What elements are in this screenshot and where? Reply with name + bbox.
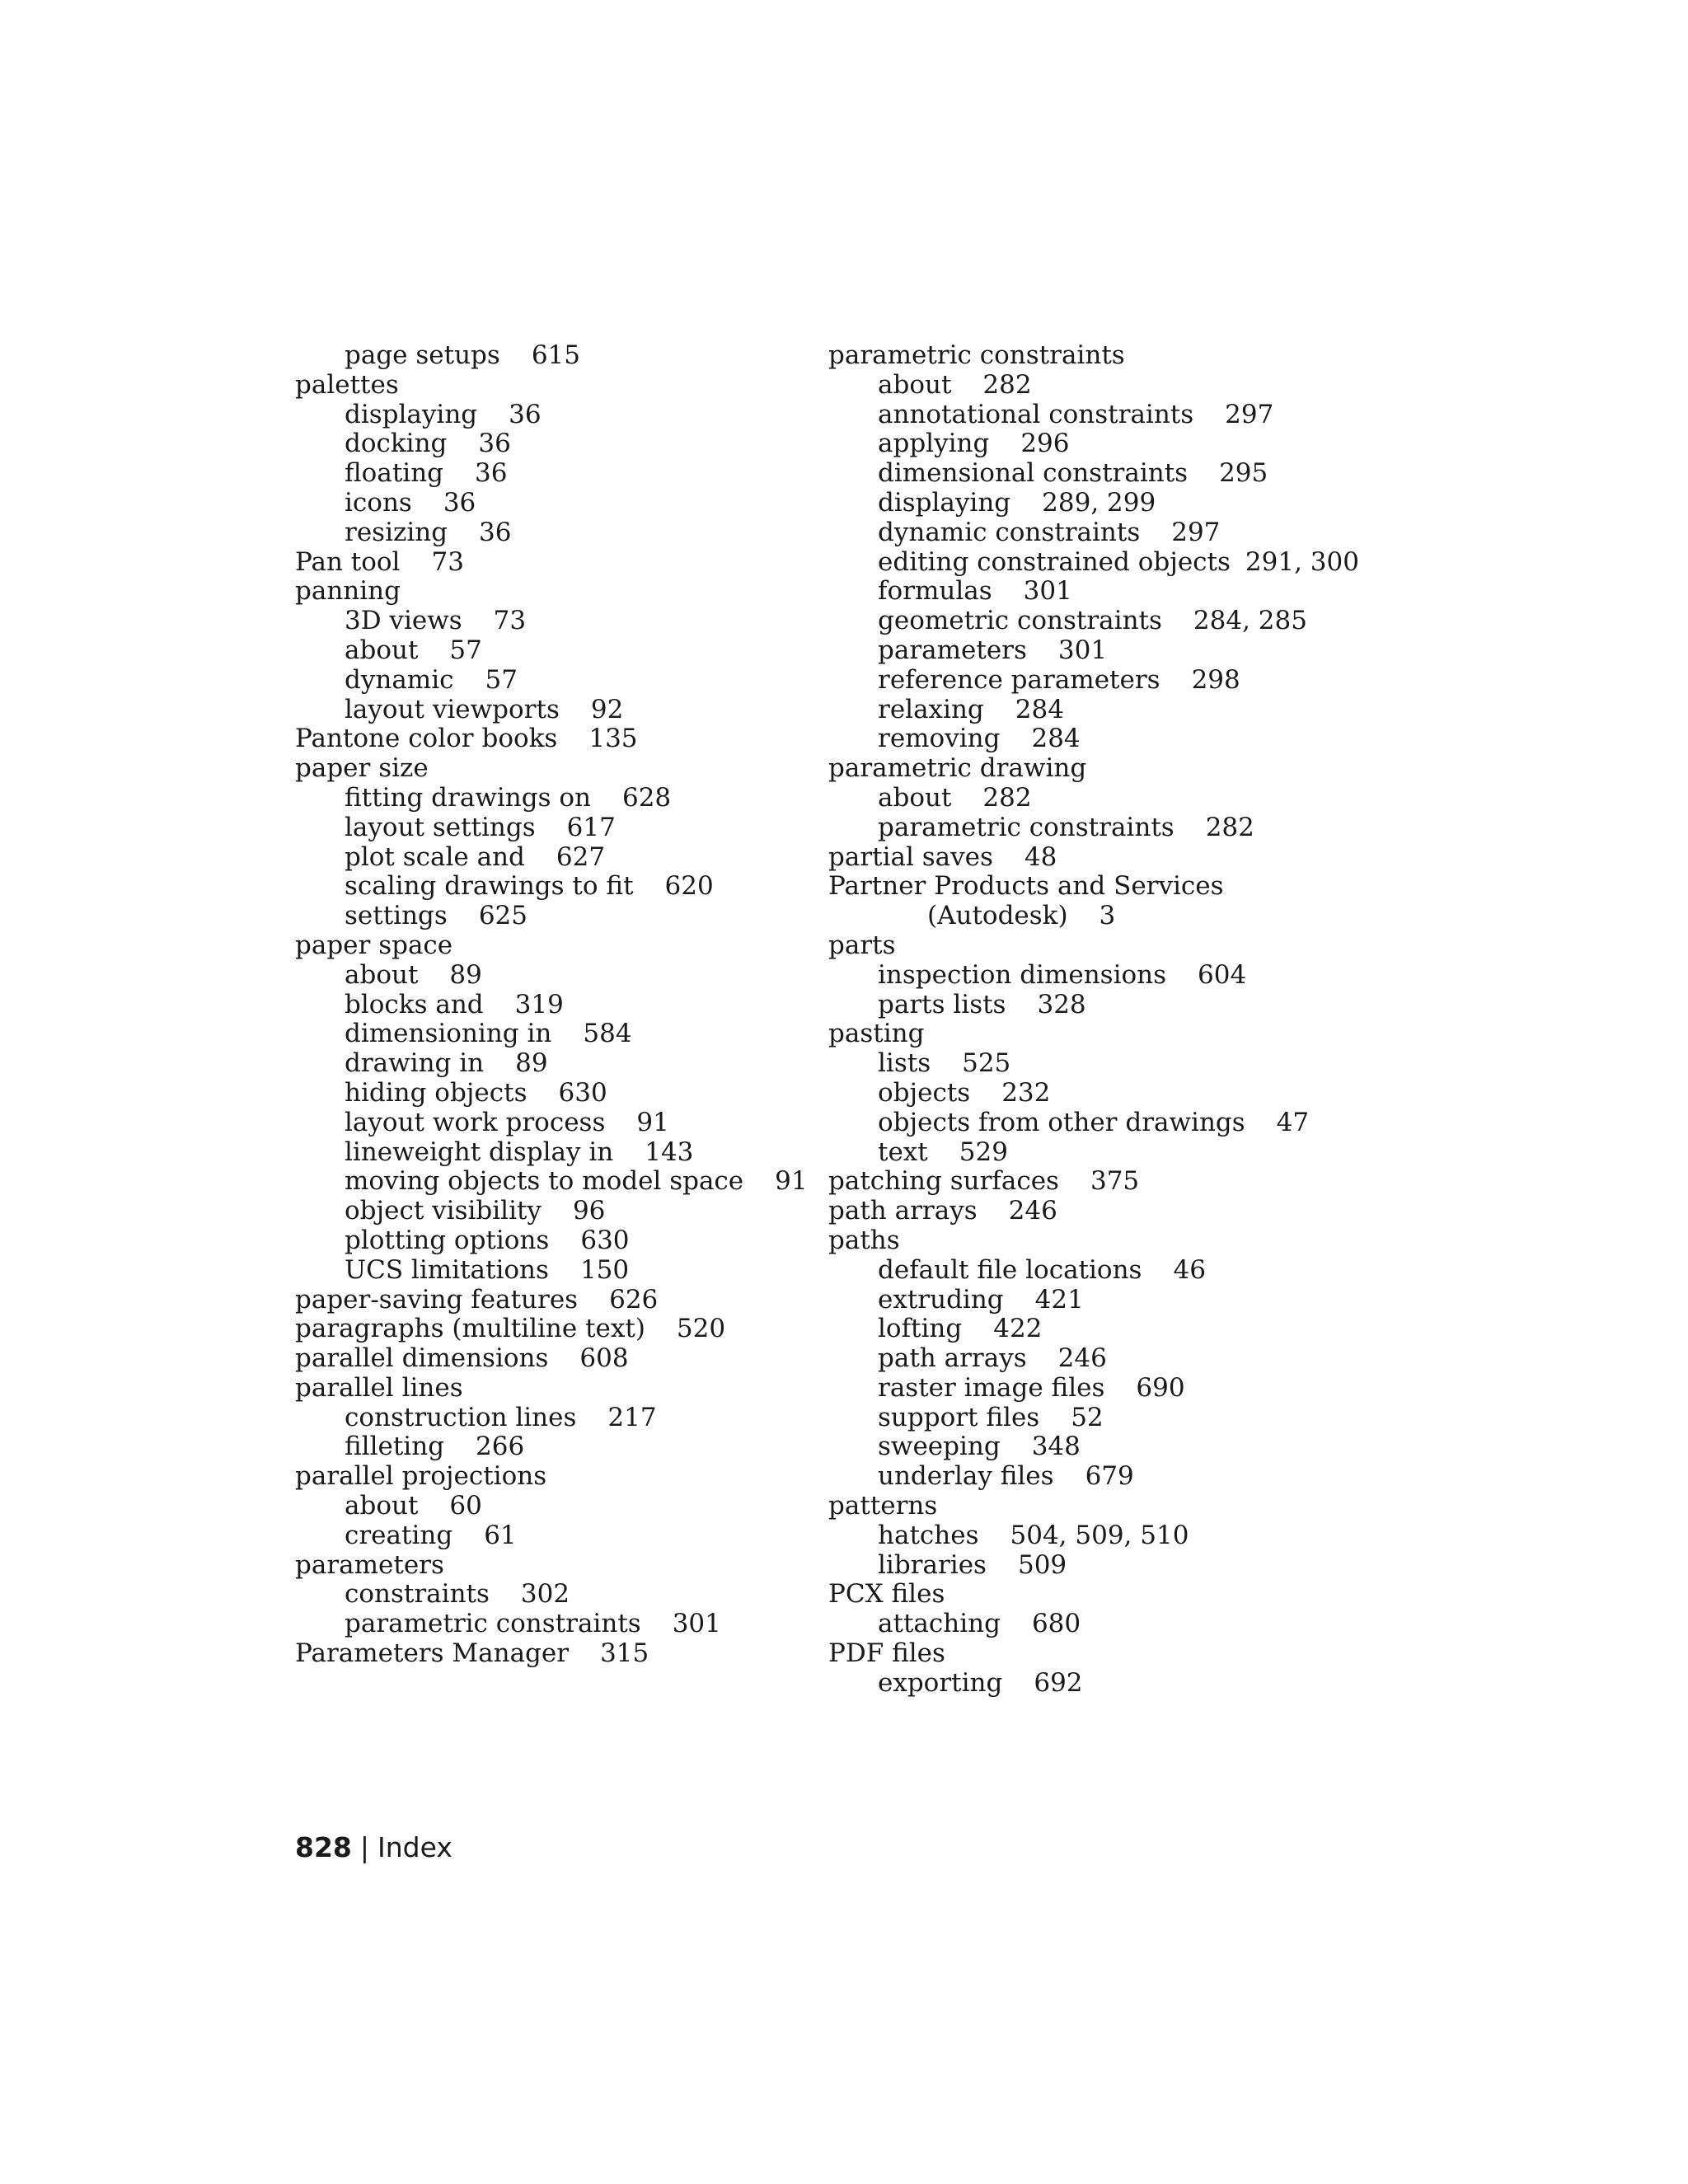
entry-page-refs: 297 (1225, 399, 1274, 429)
entry-term: layout settings (345, 812, 536, 842)
entry-page-refs: 60 (449, 1491, 482, 1521)
entry-term: removing (878, 724, 1001, 754)
index-subentry (295, 784, 823, 813)
entry-term: paths (828, 1225, 900, 1255)
entry-term: editing constrained objects (878, 546, 1231, 577)
index-subentry (828, 1256, 1356, 1286)
entry-page-refs: 297 (1171, 517, 1221, 547)
entry-term: parameters (295, 1549, 444, 1580)
index-subentry (828, 429, 1356, 459)
entry-term: Pan tool (295, 546, 401, 577)
index-subentry (295, 429, 823, 459)
entry-page-refs: 36 (475, 458, 508, 489)
index-main-entry (828, 341, 1356, 371)
index-subentry (828, 371, 1356, 401)
entry-term: pasting (828, 1019, 925, 1049)
entry-page-refs: 620 (664, 871, 714, 902)
entry-page-refs: 692 (1034, 1667, 1083, 1698)
index-subentry (828, 1669, 1356, 1699)
index-subentry (828, 1374, 1356, 1404)
index-main-entry (295, 1639, 823, 1669)
entry-page-refs: 89 (515, 1048, 548, 1079)
entry-term: support files (878, 1402, 1040, 1432)
entry-term: settings (345, 901, 448, 931)
entry-page-refs: 328 (1037, 989, 1086, 1019)
entry-page-refs: 246 (1057, 1343, 1107, 1374)
entry-page-refs: 504, 509, 510 (1010, 1520, 1189, 1550)
entry-term: reference parameters (878, 664, 1160, 695)
index-main-entry (828, 931, 1356, 961)
entry-page-refs: 282 (982, 782, 1032, 813)
entry-page-refs: 91 (775, 1166, 808, 1197)
footer-separator: | (359, 1831, 370, 1863)
entry-term: PCX files (828, 1579, 945, 1610)
index-subentry (828, 577, 1356, 607)
entry-term: about (878, 782, 952, 813)
entry-page-refs: 615 (531, 340, 580, 370)
entry-term: parametric constraints (878, 812, 1175, 842)
index-subentry (828, 1551, 1356, 1581)
entry-term: displaying (878, 487, 1011, 518)
index-main-entry (828, 1167, 1356, 1197)
index-main-entry (295, 371, 823, 401)
index-subentry (828, 813, 1356, 843)
entry-page-refs: 529 (959, 1137, 1008, 1167)
index-subentry (295, 341, 823, 371)
entry-term: attaching (878, 1609, 1001, 1639)
index-subentry (295, 843, 823, 873)
entry-page-refs: 295 (1219, 458, 1268, 489)
entry-term: filleting (345, 1432, 445, 1462)
index-subentry (295, 1197, 823, 1226)
index-subentry (295, 1580, 823, 1610)
index-subentry (828, 459, 1356, 489)
index-subentry (828, 546, 1359, 578)
index-subentry (828, 724, 1356, 754)
section-name: Index (377, 1831, 452, 1863)
entry-term: applying (878, 429, 990, 459)
index-subentry (828, 1521, 1356, 1551)
entry-term: libraries (878, 1549, 987, 1580)
entry-page-refs: 284 (1015, 694, 1064, 724)
entry-page-refs: 266 (476, 1432, 525, 1462)
index-subentry (295, 401, 823, 430)
entry-term: objects (878, 1077, 971, 1108)
index-subentry (295, 1492, 823, 1521)
entry-term: path arrays (828, 1196, 978, 1226)
entry-page-refs: 298 (1191, 664, 1240, 695)
entry-term: patterns (828, 1491, 938, 1521)
entry-term: hiding objects (345, 1077, 528, 1108)
entry-term: resizing (345, 517, 448, 547)
entry-term: formulas (878, 576, 992, 607)
entry-term: default file locations (878, 1254, 1142, 1285)
entry-page-refs: 625 (478, 901, 528, 931)
entry-term: lofting (878, 1314, 963, 1344)
entry-term: 3D views (345, 606, 462, 636)
index-subentry (295, 489, 823, 518)
entry-page-refs: 284, 285 (1193, 606, 1307, 636)
index-subentry (828, 1049, 1356, 1079)
index-subentry (828, 1610, 1356, 1639)
entry-term: parametric constraints (345, 1609, 641, 1639)
entry-term: about (345, 1491, 419, 1521)
entry-page-refs: 291, 300 (1245, 546, 1359, 577)
entry-page-refs: 47 (1276, 1107, 1310, 1137)
entry-term: path arrays (878, 1343, 1027, 1374)
index-subentry (828, 1079, 1356, 1108)
entry-term: relaxing (878, 694, 984, 724)
index-main-entry (828, 1492, 1356, 1521)
entry-page-refs: 509 (1017, 1549, 1067, 1580)
entry-term: parametric constraints (828, 340, 1125, 370)
entry-term: docking (345, 429, 448, 459)
entry-term: panning (295, 576, 401, 607)
page-footer (295, 1831, 452, 1864)
index-main-entry (295, 1344, 823, 1374)
entry-term: sweeping (878, 1432, 1001, 1462)
index-column-left (295, 341, 823, 1669)
index-column-right (828, 340, 1359, 1699)
index-main-entry (295, 577, 823, 607)
entry-page-refs: 301 (1023, 576, 1072, 607)
entry-page-refs: 315 (600, 1638, 649, 1669)
index-main-entry (295, 1315, 823, 1344)
index-main-entry (295, 724, 823, 754)
entry-term: creating (345, 1520, 453, 1550)
index-subentry (828, 636, 1356, 666)
entry-page-refs: 348 (1031, 1432, 1081, 1462)
entry-page-refs: 604 (1198, 959, 1247, 990)
entry-term: annotational constraints (878, 399, 1194, 429)
entry-page-refs: 48 (1024, 841, 1057, 872)
entry-page-refs: 217 (607, 1402, 657, 1432)
entry-term: object visibility (345, 1196, 542, 1226)
index-subentry (828, 607, 1356, 636)
entry-term: exporting (878, 1667, 1003, 1698)
entry-term: plotting options (345, 1225, 550, 1255)
entry-term: parts lists (878, 989, 1006, 1019)
index-main-entry (295, 1462, 823, 1492)
entry-page-refs: 52 (1071, 1402, 1104, 1432)
entry-term: floating (345, 458, 444, 489)
entry-page-refs: 36 (479, 517, 512, 547)
index-subentry (828, 518, 1356, 548)
entry-page-refs: 690 (1136, 1372, 1185, 1403)
entry-page-refs: 150 (579, 1254, 630, 1285)
index-main-entry (828, 843, 1356, 873)
entry-page-refs: 302 (520, 1579, 570, 1610)
entry-page-refs: 422 (993, 1314, 1043, 1344)
entry-term: page setups (345, 340, 500, 370)
index-subentry (295, 902, 823, 931)
index-subentry (295, 1432, 823, 1462)
entry-term: parallel dimensions (295, 1343, 549, 1374)
index-subentry (295, 696, 823, 725)
entry-term: scaling drawings to fit (345, 871, 634, 902)
entry-page-refs: 91 (636, 1107, 669, 1137)
entry-page-refs: 96 (572, 1196, 606, 1226)
index-subentry (828, 1462, 1356, 1492)
entry-page-refs: 46 (1173, 1254, 1206, 1285)
entry-page-refs: 289, 299 (1042, 487, 1156, 518)
index-subentry (295, 607, 823, 636)
index-subentry (295, 1019, 823, 1049)
entry-page-refs: 319 (514, 989, 564, 1019)
index-subentry (295, 666, 823, 696)
entry-page-refs: 246 (1008, 1196, 1057, 1226)
entry-page-refs: 284 (1031, 724, 1081, 754)
entry-term: dynamic constraints (878, 517, 1141, 547)
index-subentry (295, 1226, 823, 1256)
index-main-entry (295, 931, 823, 961)
entry-page-refs: 520 (676, 1314, 726, 1344)
index-main-entry (295, 548, 823, 578)
index-subentry (828, 1344, 1356, 1374)
index-subentry (295, 1108, 823, 1138)
entry-term: extruding (878, 1284, 1004, 1315)
entry-page-refs: 627 (556, 841, 606, 872)
entry-page-refs: 680 (1031, 1609, 1081, 1639)
index-main-entry (828, 1197, 1356, 1226)
entry-page-refs: 626 (609, 1284, 659, 1315)
index-main-entry (828, 1580, 1356, 1610)
entry-page-refs: 301 (1057, 635, 1108, 665)
index-main-entry (828, 754, 1356, 784)
index-main-entry (295, 754, 823, 784)
entry-term: parallel lines (295, 1372, 463, 1403)
entry-page-refs: 92 (590, 694, 624, 724)
index-subentry (295, 1404, 823, 1433)
index-main-entry (828, 1226, 1356, 1256)
entry-page-refs: 584 (583, 1019, 632, 1049)
entry-page-refs: 282 (1205, 812, 1254, 842)
index-main-entry (828, 1639, 1356, 1669)
entry-term: paper space (295, 930, 453, 960)
entry-page-refs: 630 (558, 1077, 607, 1108)
entry-term: partial saves (828, 841, 993, 872)
index-subentry (295, 1167, 823, 1197)
entry-term: lineweight display in (345, 1137, 614, 1167)
entry-page-refs: 57 (449, 635, 482, 665)
entry-term: parametric drawing (828, 753, 1087, 784)
index-subentry (295, 1079, 823, 1108)
entry-page-refs: 608 (579, 1343, 629, 1374)
entry-page-refs: 89 (449, 959, 482, 990)
entry-term: paper size (295, 753, 429, 784)
entry-page-refs: 36 (509, 399, 542, 429)
entry-term: objects from other drawings (878, 1107, 1245, 1137)
entry-term: dynamic (345, 664, 454, 695)
entry-term: text (878, 1137, 928, 1167)
index-subentry (828, 489, 1356, 518)
entry-page-refs: 628 (621, 782, 672, 813)
index-subentry (828, 1286, 1356, 1315)
entry-page-refs: 296 (1020, 429, 1070, 459)
entry-term: (Autodesk) (927, 901, 1068, 931)
entry-term: blocks and (345, 989, 484, 1019)
entry-term: patching surfaces (828, 1166, 1059, 1197)
page-number: 828 (295, 1831, 352, 1863)
index-main-entry (295, 1286, 823, 1315)
entry-term: raster image files (878, 1372, 1105, 1403)
index-subentry (828, 1315, 1356, 1344)
index-subentry (828, 1138, 1356, 1168)
entry-term: construction lines (345, 1402, 577, 1432)
index-subentry (295, 636, 823, 666)
entry-term: Pantone color books (295, 724, 558, 754)
entry-page-refs: 73 (493, 606, 527, 636)
entry-page-refs: 525 (962, 1048, 1011, 1079)
index-main-entry (828, 1019, 1356, 1049)
index-subentry (828, 696, 1356, 725)
entry-term: about (345, 635, 419, 665)
entry-term: displaying (345, 399, 478, 429)
entry-term: dimensioning in (345, 1019, 552, 1049)
entry-term: fitting drawings on (345, 782, 591, 813)
index-subentry (828, 784, 1356, 813)
entry-term: paper-saving features (295, 1284, 579, 1315)
index-subentry (295, 1049, 823, 1079)
index-subentry (828, 961, 1356, 991)
entry-term: icons (345, 487, 412, 518)
entry-term: palettes (295, 369, 399, 400)
entry-term: parts (828, 930, 896, 960)
entry-page-refs: 617 (566, 812, 616, 842)
index-subentry (295, 872, 823, 902)
index-main-entry (828, 872, 1356, 902)
entry-term: plot scale and (345, 841, 525, 872)
index-subentry (295, 1610, 823, 1639)
entry-term: layout viewports (345, 694, 560, 724)
entry-term: about (878, 369, 952, 400)
entry-term: drawing in (345, 1048, 485, 1079)
entry-term: UCS limitations (345, 1254, 549, 1285)
index-subentry (828, 1432, 1356, 1462)
entry-term: Parameters Manager (295, 1638, 570, 1669)
index-subentry (295, 459, 823, 489)
index-subentry (295, 991, 823, 1020)
entry-term: inspection dimensions (878, 959, 1167, 990)
index-subentry (828, 991, 1356, 1020)
entry-page-refs: 421 (1034, 1284, 1084, 1315)
entry-page-refs: 36 (443, 487, 476, 518)
entry-term: constraints (345, 1579, 490, 1610)
index-subentry (828, 902, 1356, 931)
index-main-entry (295, 1374, 823, 1404)
index-subentry (295, 1256, 823, 1286)
index-subentry (828, 1404, 1356, 1433)
entry-page-refs: 3 (1099, 901, 1116, 931)
index-subentry (295, 1138, 823, 1168)
entry-page-refs: 57 (485, 664, 518, 695)
entry-page-refs: 232 (1001, 1077, 1051, 1108)
index-subentry (295, 1521, 823, 1551)
entry-term: lists (878, 1048, 931, 1079)
entry-term: PDF files (828, 1638, 945, 1669)
index-subentry (828, 401, 1356, 430)
entry-term: dimensional constraints (878, 458, 1189, 489)
entry-term: paragraphs (multiline text) (295, 1314, 645, 1344)
entry-term: parallel projections (295, 1461, 547, 1492)
entry-page-refs: 73 (431, 546, 464, 577)
entry-term: hatches (878, 1520, 979, 1550)
entry-term: Partner Products and Services (828, 871, 1224, 902)
entry-page-refs: 282 (982, 369, 1032, 400)
entry-page-refs: 630 (580, 1225, 630, 1255)
index-subentry (295, 813, 823, 843)
entry-page-refs: 36 (478, 429, 511, 459)
entry-page-refs: 61 (484, 1520, 517, 1550)
entry-page-refs: 679 (1085, 1461, 1134, 1492)
index-main-entry (295, 1551, 823, 1581)
entry-page-refs: 301 (672, 1609, 721, 1639)
entry-term: layout work process (345, 1107, 606, 1137)
index-subentry (828, 1108, 1356, 1138)
entry-term: parameters (878, 635, 1027, 665)
entry-page-refs: 375 (1090, 1166, 1140, 1197)
index-subentry (295, 961, 823, 991)
entry-page-refs: 135 (588, 724, 638, 754)
entry-term: underlay files (878, 1461, 1054, 1492)
index-subentry (828, 666, 1356, 696)
entry-term: about (345, 959, 419, 990)
entry-page-refs: 143 (645, 1137, 694, 1167)
entry-term: geometric constraints (878, 606, 1162, 636)
index-subentry (295, 518, 823, 548)
entry-term: moving objects to model space (345, 1166, 744, 1197)
